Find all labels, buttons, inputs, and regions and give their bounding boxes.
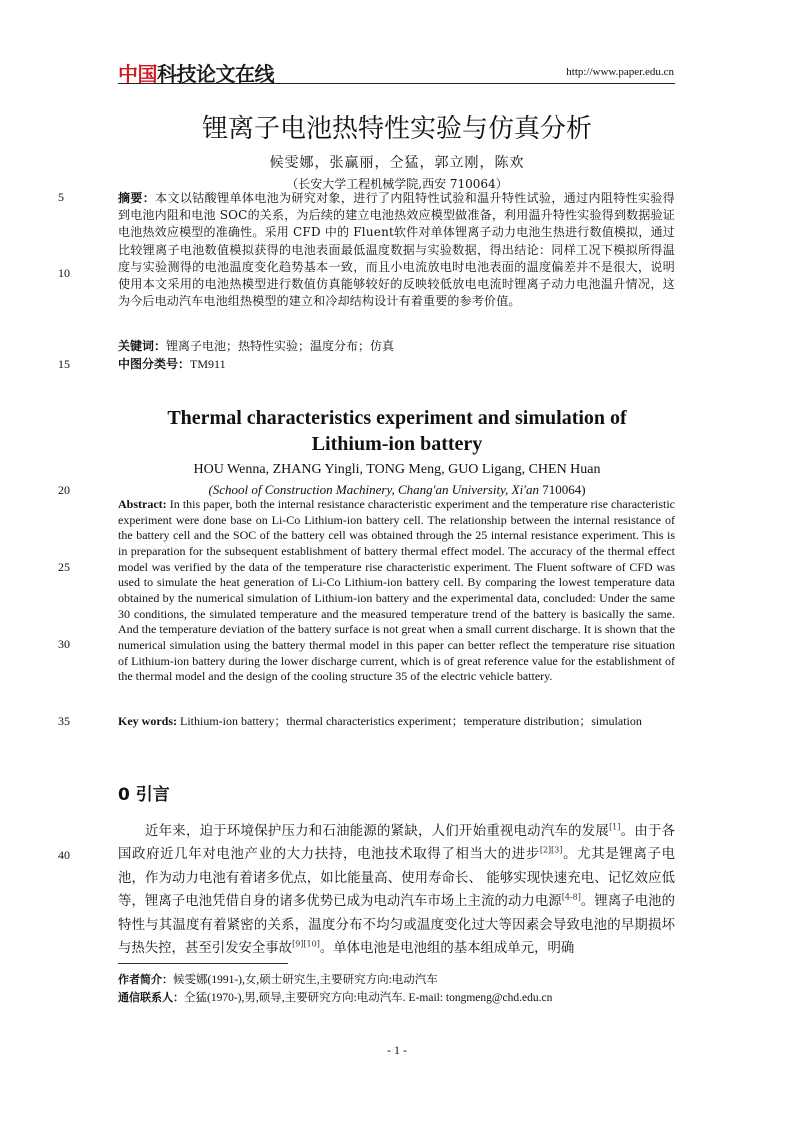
chinese-keywords-label: 关键词： bbox=[118, 339, 167, 353]
english-title-line2: Lithium-ion battery bbox=[311, 433, 483, 455]
body-sentence: 。由于各国政府近几年对电池产业的大力扶持，电池技术取得了相当大的进步 bbox=[118, 824, 676, 863]
chinese-clc-label: 中图分类号： bbox=[118, 357, 191, 371]
body-sentence: 。锂离子电池的特性与其温度有着紧密的关系，温度分布不均匀或温度变化过大等因素会导致电池的早期损坏与热失控，甚至引发安全事故 bbox=[118, 894, 676, 957]
english-title bbox=[0, 405, 794, 457]
logo-red-part: 中国 bbox=[118, 62, 157, 86]
author-footnote-label: 作者简介： bbox=[118, 973, 173, 986]
body-sentence: 近年来，迫于环境保护压力和石油能源的紧缺，人们开始重视电动汽车的发展 bbox=[145, 824, 610, 839]
body-sentence: 。尤其是锂离子电池，作为动力电池有着诸多优点，如比能量高、使用寿命长、 能够实现快速充电、记忆效应低等，锂离子电池凭借自身的诸多优势已成为电动汽车市场上主流的动力电源 bbox=[118, 847, 676, 910]
line-number: 30 bbox=[58, 637, 70, 651]
chinese-abstract-text: 本文以钴酸锂单体电池为研究对象，进行了内阻特性试验和温升特性试验，通过内阻特性实验得到电池内阻和电池 SOC的关系，为后续的建立电池热效应模型做准备，利用温升特性实验得到数据验证电池热效应模型的准确性。采用 CFD 中的 Fluent软件对单体锂离子动力电池生热进行数值模拟，通过比较锂离子电池数值模拟获得的电池表面最低温度数据与实验数据，得出结论：同样工况下模拟所得温度与实验测得的电池温度变化趋势基本一致，而且小电流放电时电池表面的温度偏差并不是很大，说明使用本文采用的电池热模型进行数值仿真能够较好的反映较低放电电流时锂离子动力电池温升情况，这为今后电动汽车电池组热模型的建立和冷却结构设计有着重要的参考价值。 bbox=[118, 191, 675, 309]
citation-ref[interactable]: [1] bbox=[609, 822, 621, 832]
chinese-clc-value: TM911 bbox=[190, 357, 226, 371]
footnote-rule bbox=[118, 963, 288, 964]
body-paragraph bbox=[118, 820, 675, 960]
contact-footnote-text: 仝猛(1970-),男,硕导,主要研究方向:电动汽车. E-mail: tongmeng@chd.edu.cn bbox=[184, 992, 553, 1004]
line-number: 15 bbox=[58, 357, 70, 371]
chinese-clc bbox=[118, 356, 675, 373]
chinese-abstract bbox=[118, 190, 675, 310]
line-number: 5 bbox=[58, 190, 64, 204]
chinese-keywords bbox=[118, 338, 675, 355]
line-number: 40 bbox=[58, 848, 70, 862]
english-abstract bbox=[118, 497, 675, 685]
page-number: - 1 - bbox=[387, 1043, 407, 1057]
chinese-title: 锂离子电池热特性实验与仿真分析 bbox=[201, 114, 592, 144]
logo-dark-part: 科技论文在线 bbox=[157, 62, 274, 86]
english-title-line1: Thermal characteristics experiment and simulation of bbox=[167, 407, 627, 429]
line-number: 20 bbox=[58, 483, 70, 497]
chinese-keywords-text: 锂离子电池；热特性实验；温度分布；仿真 bbox=[166, 339, 395, 353]
citation-ref[interactable]: [2][3] bbox=[539, 845, 563, 855]
author-footnote-text: 候雯娜(1991-),女,硕士研究生,主要研究方向:电动汽车 bbox=[173, 974, 438, 986]
line-number: 10 bbox=[58, 266, 70, 280]
line-number: 35 bbox=[58, 714, 70, 728]
english-abstract-text: In this paper, both the internal resistance characteristic experiment and the temperature rise characteristic experiment were done base on Li-Co Lithium-ion battery cell. The relationship between the internal resistance of the battery cell and the SOC of the battery cell was obtained through the 25 internal resistance experiment. This is in preparation for the subsequent establishment of battery thermal effect model. The accuracy of the thermal effect model was verified by the data of the temperature rise characteristic experiment. The Fluent software of CFD was used to simulate the heat generation of Li-Co Lithium-ion battery cell. By comparing the lowest temperature data obtained by the numerical simulation of Lithium-ion battery and the experimental data, concluded: Under the same 30 conditions, the simulated temperature and the measured temperature trend of the battery is basically the same. And the temperature deviation of the battery surface is not great when a small current discharge. It is shown that the numerical simulation using the battery thermal model in this paper can better reflect the temperature rise situation of Lithium-ion battery during the lower discharge current, which is of great reference value for the establishment of the thermal model and the design of the cooling structure 35 of the electric vehicle battery. bbox=[118, 497, 675, 684]
english-affiliation-rest: 710064) bbox=[538, 482, 586, 497]
citation-ref[interactable]: [4-8] bbox=[561, 892, 581, 902]
header-url[interactable]: http://www.paper.edu.cn bbox=[566, 66, 674, 78]
chinese-authors: 候雯娜，张赢丽，仝猛，郭立刚，陈欢 bbox=[269, 155, 525, 171]
body-sentence: 。单体电池是电池组的基本组成单元，明确 bbox=[319, 941, 575, 957]
english-authors: HOU Wenna, ZHANG Yingli, TONG Meng, GUO Ligang, CHEN Huan bbox=[193, 462, 601, 477]
chinese-abstract-label: 摘要： bbox=[118, 191, 156, 205]
author-footnote bbox=[118, 971, 675, 987]
english-affiliation-italic: (School of Construction Machinery, Chang'an University, Xi'an bbox=[208, 482, 539, 497]
english-abstract-label: Abstract: bbox=[118, 497, 167, 511]
chinese-affiliation: （长安大学工程机械学院,西安 710064） bbox=[286, 177, 508, 191]
section-heading: 0 引言 bbox=[118, 785, 170, 805]
english-affiliation bbox=[0, 482, 794, 498]
line-number: 25 bbox=[58, 560, 70, 574]
citation-ref[interactable]: [9][10] bbox=[292, 939, 320, 949]
contact-footnote bbox=[118, 989, 675, 1005]
contact-footnote-label: 通信联系人： bbox=[118, 991, 184, 1004]
header-rule bbox=[118, 83, 675, 84]
english-keywords-text: Lithium-ion battery；thermal characteristics experiment；temperature distribution；simulation bbox=[177, 714, 642, 728]
english-keywords bbox=[118, 713, 675, 729]
english-keywords-label: Key words: bbox=[118, 714, 177, 728]
